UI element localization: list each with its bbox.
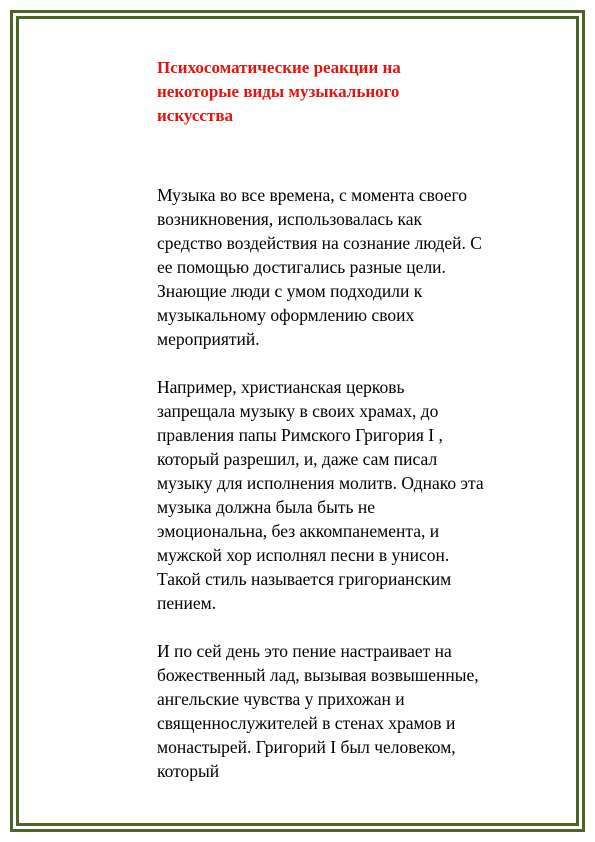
- document-title: Психосоматические реакции на некоторые виды музыкального искусства: [157, 58, 401, 125]
- paragraph-3: И по сей день это пение настраивает на божественный лад, вызывая возвышенные, ангельские чувства у прихожан и священнослужителей в стенах храмов и монастырей. Григорий I был человеком, который: [157, 641, 479, 781]
- paragraph-1: Музыка во все времена, с момента своего возникновения, использовалась как средство воздействия на сознание людей. С ее помощью достигались разные цели. Знающие люди с умом подходили к музыкальному оформлению своих мероприятий.: [157, 185, 482, 349]
- document-body: [157, 56, 497, 783]
- paragraph-2: Например, христианская церковь запрещала музыку в своих храмах, до правления папы Римского Григория I , который разрешил, и, даже сам писал музыку для исполнения молитв. Однако эта музыка должна была быть не эмоциональна, без аккомпанемента, и мужской хор исполнял песни в унисон. Такой стиль называется григорианским пением.: [157, 377, 484, 613]
